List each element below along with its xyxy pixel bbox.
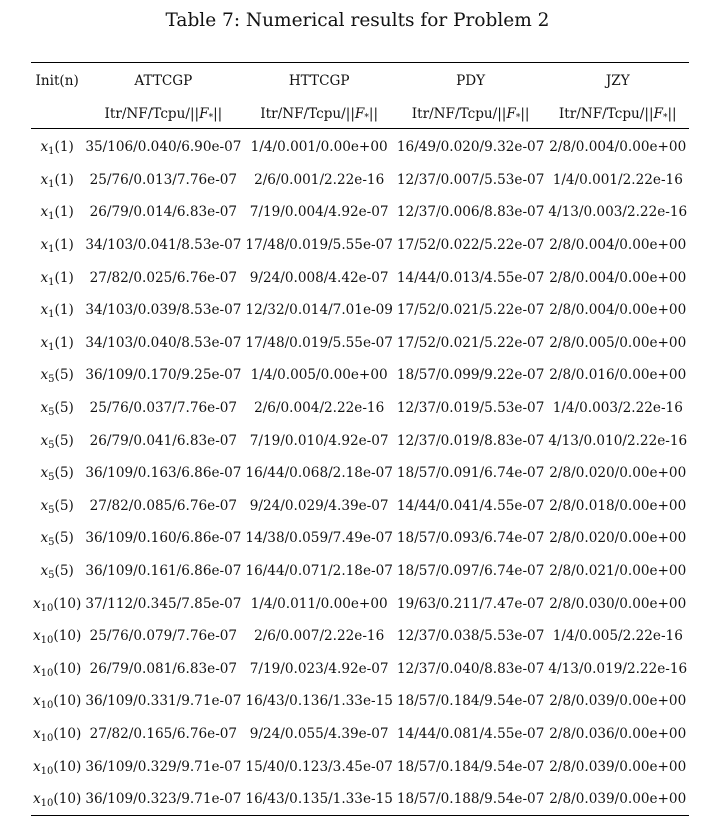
table-row	[31, 392, 689, 425]
cell-jzy: 2/8/0.018/0.00e+00	[549, 497, 687, 514]
cell-attcgp: 27/82/0.165/6.76e-07	[89, 725, 238, 742]
cell-httcgp: 12/32/0.014/7.01e-09	[245, 302, 393, 319]
init-var: x	[33, 693, 41, 710]
cell-pdy: 12/37/0.019/8.83e-07	[396, 432, 545, 449]
cell-attcgp: 37/112/0.345/7.85e-07	[85, 595, 242, 612]
table-row	[31, 587, 689, 620]
cell-jzy: 2/8/0.004/0.00e+00	[549, 269, 687, 286]
init-subscript: 1	[48, 309, 55, 321]
cell-jzy: 1/4/0.005/2.22e-16	[552, 628, 683, 645]
cell-jzy: 2/8/0.021/0.00e+00	[549, 563, 687, 580]
metrics-suffix: ||	[520, 105, 530, 122]
init-subscript: 5	[48, 374, 55, 386]
cell-pdy: 18/57/0.184/9.54e-07	[396, 758, 545, 775]
table-row	[31, 359, 689, 392]
cell-httcgp: 16/44/0.071/2.18e-07	[245, 563, 393, 580]
init-cell	[31, 424, 83, 457]
cell-attcgp: 25/76/0.013/7.76e-07	[89, 171, 238, 188]
metrics-label	[83, 99, 243, 129]
init-var: x	[40, 432, 49, 449]
init-n: (1)	[54, 269, 74, 286]
init-var: x	[40, 563, 49, 580]
init-n: (5)	[54, 497, 74, 514]
header-method-pdy: PDY	[395, 63, 546, 100]
cell-jzy: 4/13/0.003/2.22e-16	[548, 204, 688, 221]
init-n: (10)	[53, 660, 82, 677]
cell-attcgp: 34/103/0.039/8.53e-07	[85, 302, 242, 319]
init-var: x	[33, 628, 41, 645]
init-subscript: 1	[48, 146, 55, 158]
init-cell	[31, 620, 83, 653]
init-cell	[31, 685, 83, 718]
init-var: x	[40, 465, 49, 482]
init-n: (5)	[54, 530, 74, 547]
init-cell	[31, 129, 83, 164]
cell-httcgp: 1/4/0.005/0.00e+00	[250, 367, 388, 384]
init-var: x	[40, 237, 49, 254]
cell-httcgp: 17/48/0.019/5.55e-07	[245, 334, 393, 351]
cell-httcgp: 7/19/0.023/4.92e-07	[249, 660, 389, 677]
init-n: (5)	[54, 563, 74, 580]
header-method-jzy: JZY	[546, 63, 689, 100]
cell-pdy: 12/37/0.006/8.83e-07	[396, 204, 545, 221]
table-row	[31, 653, 689, 686]
cell-httcgp: 1/4/0.001/0.00e+00	[250, 139, 388, 156]
cell-pdy: 18/57/0.097/6.74e-07	[396, 563, 545, 580]
table-row	[31, 261, 689, 294]
cell-httcgp: 2/6/0.004/2.22e-16	[254, 400, 385, 417]
cell-pdy: 14/44/0.013/4.55e-07	[396, 269, 545, 286]
metrics-suffix: ||	[667, 105, 677, 122]
init-subscript: 1	[48, 244, 55, 256]
metrics-prefix: Itr/NF/Tcpu/||	[411, 105, 507, 122]
cell-httcgp: 16/43/0.136/1.33e-15	[245, 693, 393, 710]
metrics-suffix: ||	[213, 105, 223, 122]
cell-attcgp: 27/82/0.025/6.76e-07	[89, 269, 238, 286]
metrics-var: F	[354, 105, 365, 122]
init-n: (10)	[53, 628, 82, 645]
header-blank	[31, 99, 83, 129]
cell-attcgp: 36/109/0.170/9.25e-07	[85, 367, 242, 384]
table-row	[31, 555, 689, 588]
init-subscript: 1	[48, 178, 55, 190]
init-cell	[31, 359, 83, 392]
init-subscript: 5	[48, 439, 55, 451]
cell-attcgp: 36/109/0.331/9.71e-07	[85, 693, 242, 710]
cell-httcgp: 9/24/0.029/4.39e-07	[249, 497, 389, 514]
cell-pdy: 12/37/0.038/5.53e-07	[396, 628, 545, 645]
cell-httcgp: 9/24/0.008/4.42e-07	[249, 269, 389, 286]
cell-attcgp: 26/79/0.081/6.83e-07	[89, 660, 238, 677]
metrics-prefix: Itr/NF/Tcpu/||	[260, 105, 355, 122]
table-row	[31, 718, 689, 751]
table-row	[31, 522, 689, 555]
table-row	[31, 457, 689, 490]
init-cell	[31, 294, 83, 327]
table-row	[31, 620, 689, 653]
cell-jzy: 1/4/0.003/2.22e-16	[552, 400, 683, 417]
header-init: Init(n)	[31, 63, 83, 100]
init-var: x	[40, 139, 49, 156]
init-n: (1)	[54, 334, 74, 351]
init-n: (5)	[54, 432, 74, 449]
init-var: x	[40, 400, 49, 417]
cell-attcgp: 36/109/0.160/6.86e-07	[85, 530, 242, 547]
metrics-sub: *	[662, 112, 668, 123]
init-cell	[31, 457, 83, 490]
cell-pdy: 14/44/0.081/4.55e-07	[396, 725, 545, 742]
cell-jzy: 2/8/0.016/0.00e+00	[549, 367, 687, 384]
init-n: (5)	[54, 367, 74, 384]
cell-httcgp: 14/38/0.059/7.49e-07	[245, 530, 393, 547]
cell-attcgp: 36/109/0.161/6.86e-07	[85, 563, 242, 580]
cell-jzy: 2/8/0.020/0.00e+00	[549, 465, 687, 482]
cell-attcgp: 26/79/0.014/6.83e-07	[89, 204, 238, 221]
metrics-label	[243, 99, 394, 129]
cell-pdy: 17/52/0.022/5.22e-07	[396, 237, 545, 254]
init-subscript: 10	[40, 765, 54, 777]
cell-attcgp: 27/82/0.085/6.76e-07	[89, 497, 238, 514]
cell-jzy: 1/4/0.001/2.22e-16	[552, 171, 683, 188]
metrics-var: F	[199, 105, 209, 122]
init-var: x	[33, 595, 41, 612]
metrics-label	[395, 99, 546, 129]
cell-httcgp: 16/43/0.135/1.33e-15	[243, 783, 394, 816]
cell-pdy: 12/37/0.040/8.83e-07	[396, 660, 545, 677]
cell-jzy: 4/13/0.019/2.22e-16	[548, 660, 688, 677]
init-subscript: 10	[40, 635, 54, 647]
init-cell	[31, 490, 83, 523]
cell-pdy: 18/57/0.099/9.22e-07	[396, 367, 545, 384]
table-row	[31, 490, 689, 523]
table-row	[31, 129, 689, 164]
table-row	[31, 196, 689, 229]
init-subscript: 5	[48, 407, 55, 419]
init-cell	[31, 718, 83, 751]
header-method-attcgp: ATTCGP	[83, 63, 243, 100]
cell-httcgp: 2/6/0.007/2.22e-16	[254, 628, 385, 645]
cell-jzy: 2/8/0.036/0.00e+00	[549, 725, 687, 742]
init-n: (5)	[54, 400, 74, 417]
init-subscript: 10	[40, 667, 54, 679]
cell-attcgp: 35/106/0.040/6.90e-07	[85, 139, 242, 156]
init-cell	[31, 750, 83, 783]
cell-attcgp: 36/109/0.329/9.71e-07	[85, 758, 242, 775]
init-subscript: 5	[48, 504, 55, 516]
table-caption: Table 7: Numerical results for Problem 2	[165, 10, 550, 31]
cell-jzy: 2/8/0.039/0.00e+00	[546, 783, 689, 816]
init-var: x	[40, 334, 49, 351]
init-subscript: 5	[48, 570, 55, 582]
metrics-prefix: Itr/NF/Tcpu/||	[558, 105, 654, 122]
init-var: x	[40, 269, 49, 286]
cell-pdy: 17/52/0.021/5.22e-07	[396, 302, 545, 319]
results-table	[31, 62, 689, 816]
init-n: (1)	[54, 204, 74, 221]
metrics-sub: *	[208, 112, 214, 123]
init-subscript: 1	[48, 276, 55, 288]
init-cell	[31, 261, 83, 294]
init-var: x	[40, 204, 49, 221]
init-var: x	[40, 367, 49, 384]
init-n: (1)	[54, 302, 74, 319]
table-row	[31, 229, 689, 262]
cell-httcgp: 2/6/0.001/2.22e-16	[254, 171, 385, 188]
table-row	[31, 164, 689, 197]
cell-jzy: 2/8/0.005/0.00e+00	[549, 334, 687, 351]
init-var: x	[40, 171, 49, 188]
init-cell	[31, 327, 83, 360]
init-subscript: 10	[40, 700, 54, 712]
init-cell	[31, 522, 83, 555]
cell-pdy: 12/37/0.019/5.53e-07	[396, 400, 545, 417]
cell-pdy: 17/52/0.021/5.22e-07	[396, 334, 545, 351]
cell-attcgp: 36/109/0.163/6.86e-07	[85, 465, 242, 482]
init-var: x	[40, 302, 49, 319]
cell-httcgp: 7/19/0.004/4.92e-07	[249, 204, 389, 221]
metrics-prefix: Itr/NF/Tcpu/||	[104, 105, 200, 122]
cell-attcgp: 34/103/0.040/8.53e-07	[85, 334, 242, 351]
cell-pdy: 16/49/0.020/9.32e-07	[396, 139, 545, 156]
init-var: x	[40, 530, 49, 547]
init-n: (1)	[54, 139, 74, 156]
init-subscript: 1	[48, 211, 55, 223]
cell-attcgp: 25/76/0.037/7.76e-07	[89, 400, 238, 417]
init-n: (10)	[53, 725, 82, 742]
cell-jzy: 4/13/0.010/2.22e-16	[548, 432, 688, 449]
init-var: x	[33, 725, 41, 742]
cell-httcgp: 7/19/0.010/4.92e-07	[249, 432, 389, 449]
cell-attcgp: 34/103/0.041/8.53e-07	[85, 237, 242, 254]
cell-jzy: 2/8/0.004/0.00e+00	[549, 139, 687, 156]
table-row	[31, 750, 689, 783]
metrics-label	[546, 99, 689, 129]
cell-pdy: 14/44/0.041/4.55e-07	[396, 497, 545, 514]
init-subscript: 1	[48, 341, 55, 353]
cell-jzy: 2/8/0.030/0.00e+00	[549, 595, 687, 612]
init-cell	[31, 196, 83, 229]
init-cell	[31, 555, 83, 588]
cell-jzy: 2/8/0.004/0.00e+00	[549, 302, 687, 319]
init-var: x	[33, 758, 41, 775]
init-cell	[31, 229, 83, 262]
init-var: x	[33, 660, 41, 677]
cell-attcgp: 26/79/0.041/6.83e-07	[89, 432, 238, 449]
header-row-metrics	[31, 99, 689, 129]
metrics-suffix: ||	[368, 105, 379, 122]
cell-pdy: 18/57/0.184/9.54e-07	[396, 693, 545, 710]
cell-httcgp: 15/40/0.123/3.45e-07	[245, 758, 393, 775]
init-subscript: 5	[48, 472, 55, 484]
init-subscript: 10	[40, 602, 54, 614]
cell-jzy: 2/8/0.020/0.00e+00	[549, 530, 687, 547]
header-method-httcgp: HTTCGP	[243, 63, 394, 100]
table-row	[31, 424, 689, 457]
cell-httcgp: 9/24/0.055/4.39e-07	[249, 725, 389, 742]
init-n: (1)	[54, 171, 74, 188]
init-n: (10)	[53, 693, 82, 710]
cell-jzy: 2/8/0.004/0.00e+00	[549, 237, 687, 254]
cell-pdy: 12/37/0.007/5.53e-07	[396, 171, 545, 188]
cell-httcgp: 17/48/0.019/5.55e-07	[245, 237, 393, 254]
cell-httcgp: 16/44/0.068/2.18e-07	[245, 465, 393, 482]
metrics-var: F	[506, 105, 516, 122]
init-cell	[31, 392, 83, 425]
init-subscript: 10	[40, 798, 54, 810]
table-row	[31, 327, 689, 360]
init-n: (1)	[54, 237, 74, 254]
metrics-var: F	[653, 105, 663, 122]
cell-pdy: 18/57/0.091/6.74e-07	[396, 465, 545, 482]
init-n: (5)	[54, 465, 74, 482]
metrics-sub: *	[364, 112, 369, 123]
cell-httcgp: 1/4/0.011/0.00e+00	[250, 595, 388, 612]
init-cell	[31, 587, 83, 620]
metrics-sub: *	[515, 112, 521, 123]
init-subscript: 10	[40, 732, 54, 744]
init-n: (10)	[53, 595, 82, 612]
cell-attcgp: 36/109/0.323/9.71e-07	[83, 783, 243, 816]
table-body	[31, 129, 689, 816]
init-subscript: 5	[48, 537, 55, 549]
init-var: x	[40, 497, 49, 514]
cell-jzy: 2/8/0.039/0.00e+00	[549, 693, 687, 710]
init-var: x	[33, 791, 41, 808]
cell-pdy: 18/57/0.093/6.74e-07	[396, 530, 545, 547]
table-row	[31, 294, 689, 327]
init-cell	[31, 783, 83, 816]
table-row	[31, 783, 689, 816]
cell-pdy: 19/63/0.211/7.47e-07	[396, 595, 545, 612]
init-cell	[31, 653, 83, 686]
cell-attcgp: 25/76/0.079/7.76e-07	[89, 628, 238, 645]
init-n: (10)	[53, 791, 82, 808]
table-row	[31, 685, 689, 718]
init-cell	[31, 164, 83, 197]
header-row-methods	[31, 63, 689, 100]
cell-pdy: 18/57/0.188/9.54e-07	[395, 783, 546, 816]
cell-jzy: 2/8/0.039/0.00e+00	[549, 758, 687, 775]
init-n: (10)	[53, 758, 82, 775]
